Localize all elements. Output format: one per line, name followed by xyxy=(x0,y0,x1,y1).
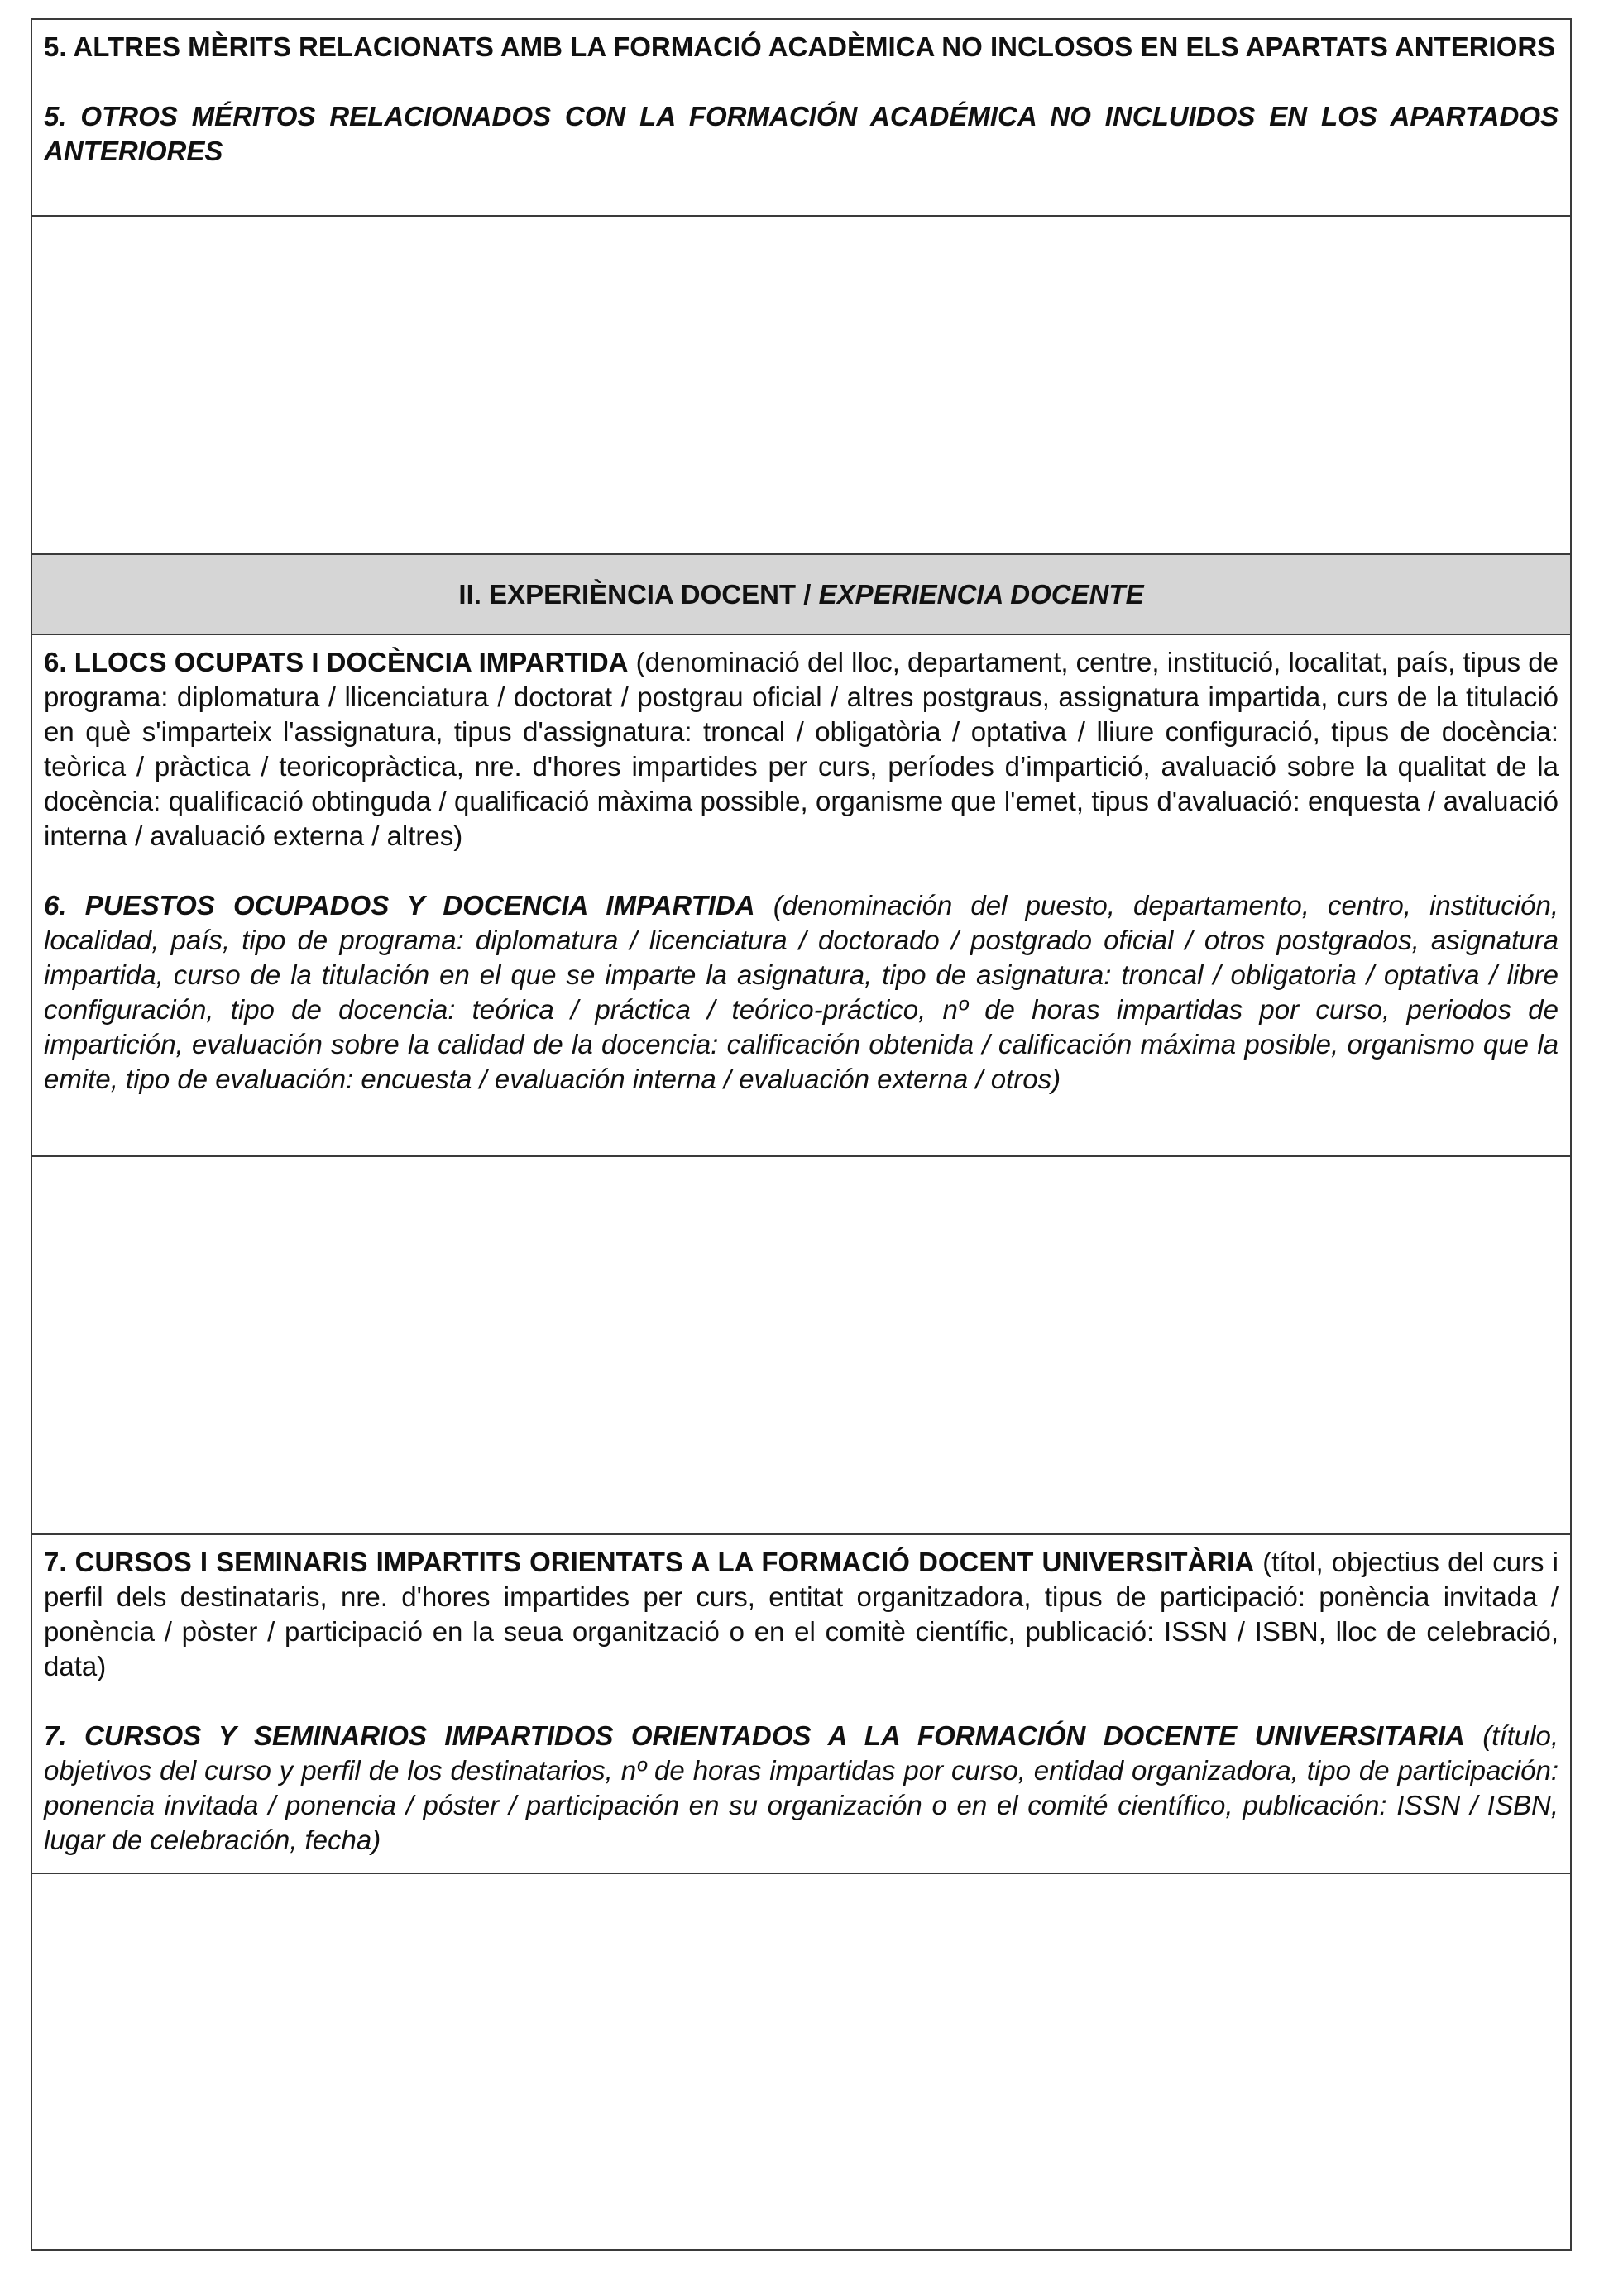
section-6-heading-es: 6. PUESTOS OCUPADOS Y DOCENCIA IMPARTIDA xyxy=(44,890,755,921)
section-7-answer-field[interactable] xyxy=(31,1873,1571,2250)
section-6-header-row xyxy=(31,634,1571,1156)
section-6-answer-field[interactable] xyxy=(31,1156,1571,1534)
section-7-desc-es: (título, objetivos del curso y perfil de los destinatarios, nº de horas impartidas por curso, entidad organizadora, tipo de participación: ponencia invitada / ponencia / póster / participación en su organización o en el comité científico, publicación: ISSN / ISBN, lugar de celebración, fecha) xyxy=(44,1720,1559,1855)
section-6-heading-ca: 6. LLOCS OCUPATS I DOCÈNCIA IMPARTIDA xyxy=(44,647,629,677)
section-7-header-row xyxy=(31,1534,1571,1873)
section-7-heading-es: 7. CURSOS Y SEMINARIOS IMPARTIDOS ORIENTADOS A LA FORMACIÓN DOCENTE UNIVERSITARIA xyxy=(44,1720,1465,1751)
section-7-desc-ca: (títol, objectius del curs i perfil dels destinataris, nre. d'hores impartides per curs, entitat organitzadora, tipus de participació: ponència invitada / ponència / pòster / participació en la seua organització o en el comitè científic, publicació: ISSN / ISBN, lloc de celebració, data) xyxy=(44,1547,1559,1681)
section-5-heading-es: 5. OTROS MÉRITOS RELACIONADOS CON LA FORMACIÓN ACADÉMICA NO INCLUIDOS EN LOS APARTADOS ANTERIORES xyxy=(44,101,1559,166)
section-7-text xyxy=(32,1535,1570,1858)
section-7-paragraph-es xyxy=(44,1719,1559,1858)
section-6-paragraph-ca xyxy=(44,645,1559,854)
section-5-header-row xyxy=(31,19,1571,216)
section-6-answer-row xyxy=(31,1156,1571,1534)
section-5-header-cell xyxy=(31,19,1571,216)
cv-form-table xyxy=(31,18,1572,2251)
section-5-answer-row xyxy=(31,216,1571,554)
section-ii-title-es: EXPERIENCIA DOCENTE xyxy=(818,578,1144,610)
section-ii-header xyxy=(31,554,1571,634)
section-6-paragraph-es xyxy=(44,888,1559,1097)
section-5-text xyxy=(32,20,1570,169)
section-5-answer-field[interactable] xyxy=(31,216,1571,554)
section-6-desc-es: (denominación del puesto, departamento, centro, institución, localidad, país, tipo de programa: diplomatura / licenciatura / doctorado / postgrado oficial / otros postgrados, asignatura impartida, curso de la titulación en el que se imparte la asignatura, tipo de asignatura: troncal / obligatoria / optativa / libre configuración, tipo de docencia: teórica / práctica / teórico-práctico, nº de horas impartidas por curso, periodos de impartición, evaluación sobre la calidad de la docencia: calificación obtenida / calificación máxima posible, organismo que la emite, tipo de evaluación: encuesta / evaluación interna / evaluación externa / otros) xyxy=(44,890,1559,1094)
section-7-answer-row xyxy=(31,1873,1571,2250)
section-5-heading-ca: 5. ALTRES MÈRITS RELACIONATS AMB LA FORMACIÓ ACADÈMICA NO INCLOSOS EN ELS APARTATS ANTERIORS xyxy=(44,31,1556,62)
section-ii-title-ca: II. EXPERIÈNCIA DOCENT / xyxy=(458,578,819,610)
section-6-header-cell xyxy=(31,634,1571,1156)
section-7-header-cell xyxy=(31,1534,1571,1873)
section-7-paragraph-ca xyxy=(44,1545,1559,1684)
section-6-desc-ca: (denominació del lloc, departament, centre, institució, localitat, país, tipus de programa: diplomatura / llicenciatura / doctorat / postgrau oficial / altres postgraus, assignatura impartida, curs de la titulació en què s'imparteix l'assignatura, tipus d'assignatura: troncal / obligatòria / optativa / lliure configuració, tipus de docència: teòrica / pràctica / teoricopràctica, nre. d'hores impartides per curs, períodes d’impartició, avaluació sobre la qualitat de la docència: qualificació obtinguda / qualificació màxima possible, organisme que l'emet, tipus d'avaluació: enquesta / avaluació interna / avaluació externa / altres) xyxy=(44,647,1559,851)
section-ii-row xyxy=(31,554,1571,634)
section-6-text xyxy=(32,635,1570,1097)
section-7-heading-ca: 7. CURSOS I SEMINARIS IMPARTITS ORIENTATS A LA FORMACIÓ DOCENT UNIVERSITÀRIA xyxy=(44,1547,1255,1577)
